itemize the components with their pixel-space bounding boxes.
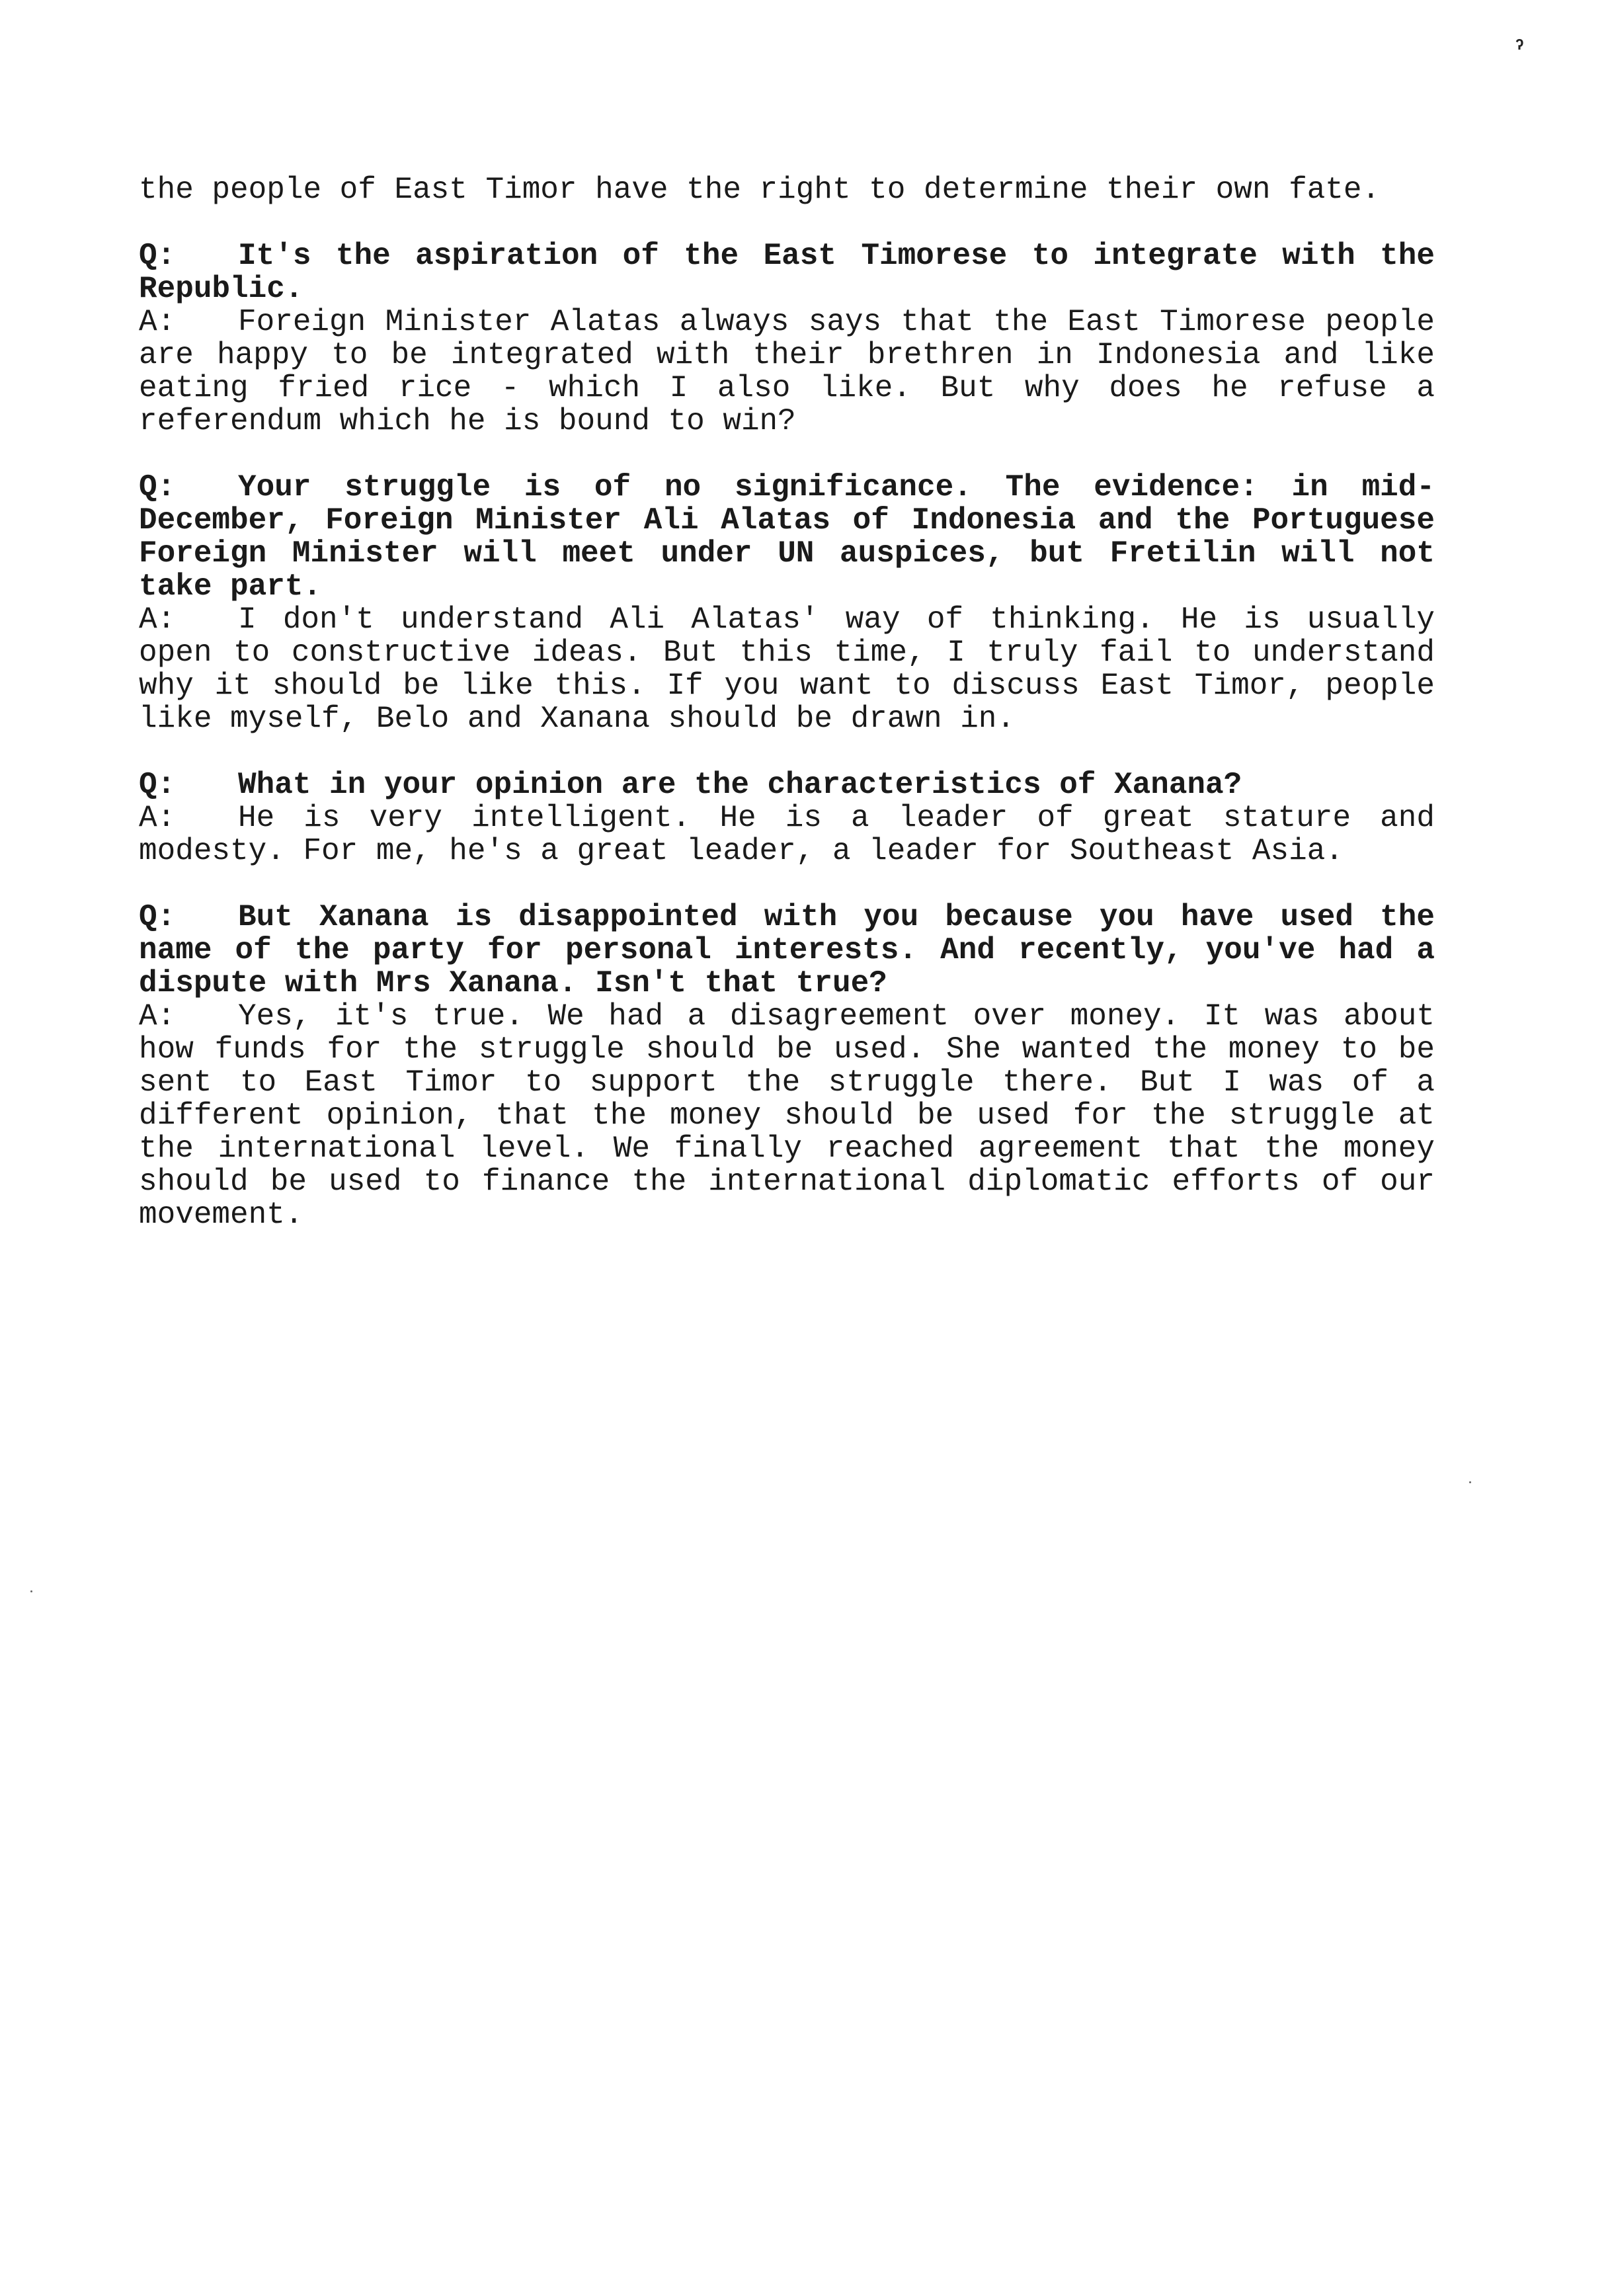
document-page <box>139 173 1435 1231</box>
qa-pair-2 <box>139 471 1435 735</box>
question-text: What in your opinion are the characteristics of Xanana? <box>238 768 1242 802</box>
answer-label: A: <box>139 999 176 1034</box>
qa-pair-3 <box>139 768 1435 868</box>
qa-pair-1 <box>139 239 1435 438</box>
answer <box>139 801 1435 868</box>
answer-text: I don't understand Ali Alatas' way of thinking. He is usually open to constructive ideas. But this time, I truly fail to understand why it should be like this. If you want to discuss East Timor, people like myself, Belo and Xanana should be drawn in. <box>139 602 1435 736</box>
question-text: But Xanana is disappointed with you because you have used the name of the party for personal interests. And recently, you've had a dispute with Mrs Xanana. Isn't that true? <box>139 900 1435 1001</box>
answer-text: Foreign Minister Alatas always says that the East Timorese people are happy to be integrated with their brethren in Indonesia and like eating fried rice - which I also like. But why does he refuse a referendum which he is bound to win? <box>139 305 1435 438</box>
paragraph-gap <box>139 735 1435 768</box>
paragraph-gap <box>139 438 1435 471</box>
intro-paragraph: the people of East Timor have the right to determine their own fate. <box>139 173 1381 207</box>
answer-label: A: <box>139 602 176 637</box>
answer-label: A: <box>139 801 176 835</box>
question <box>139 471 1435 603</box>
question <box>139 901 1435 1000</box>
question-label: Q: <box>139 768 176 802</box>
scan-speck <box>30 1590 32 1592</box>
question-text: It's the aspiration of the East Timorese to integrate with the Republic. <box>139 239 1435 306</box>
question <box>139 768 1435 801</box>
answer-text: Yes, it's true. We had a disagreement over money. It was about how funds for the struggle should be used. She wanted the money to be sent to East Timor to support the struggle there. But I was of a different opinion, that the money should be used for the struggle at the international level. We finally reached agreement that the money should be used to finance the international diplomatic efforts of our movement. <box>139 999 1435 1232</box>
question-label: Q: <box>139 900 176 934</box>
answer-text: He is very intelligent. He is a leader of great stature and modesty. For me, he's a great leader, a leader for Southeast Asia. <box>139 801 1435 868</box>
question-label: Q: <box>139 470 176 505</box>
qa-pair-4 <box>139 901 1435 1231</box>
answer <box>139 1000 1435 1231</box>
question-label: Q: <box>139 239 176 273</box>
corner-mark: ˀ <box>1513 37 1527 62</box>
question-text: Your struggle is of no significance. The evidence: in mid-December, Foreign Minister Ali Alatas of Indonesia and the Portuguese Foreign Minister will meet under UN auspices, but Fretilin will not take part. <box>139 470 1435 604</box>
answer <box>139 603 1435 735</box>
answer-label: A: <box>139 305 176 339</box>
paragraph-gap <box>139 868 1435 901</box>
question <box>139 239 1435 306</box>
scan-speck <box>1469 1481 1471 1483</box>
paragraph-gap <box>139 206 1435 239</box>
answer <box>139 306 1435 438</box>
